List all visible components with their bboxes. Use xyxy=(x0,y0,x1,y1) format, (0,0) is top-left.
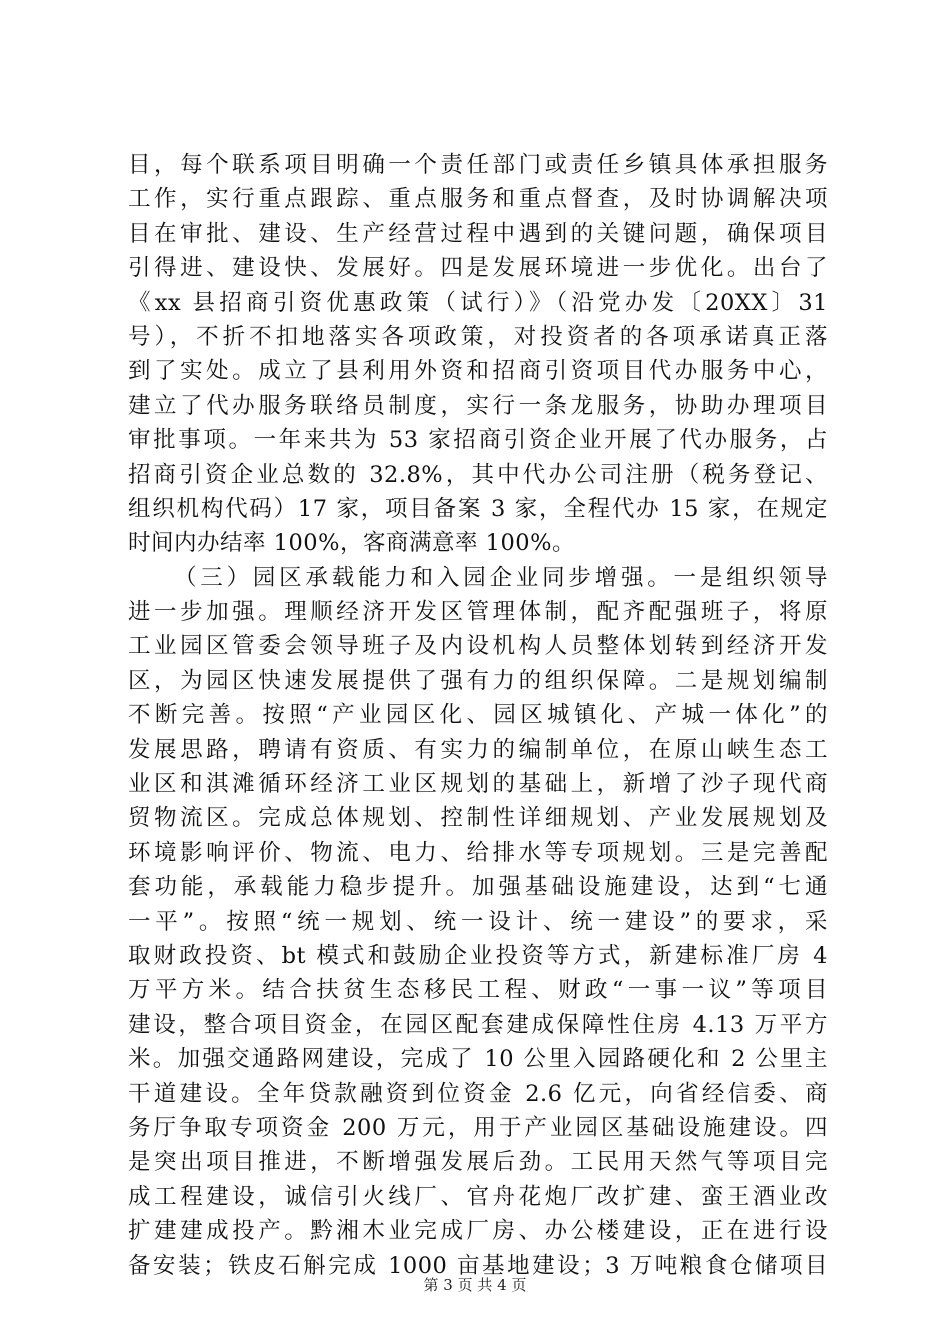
text-line: 工作，实行重点跟踪、重点服务和重点督查，及时协调解决项 xyxy=(128,186,828,213)
text-line: 贸物流区。完成总体规划、控制性详细规划、产业发展规划及 xyxy=(128,805,828,832)
text-line: 建立了代办服务联络员制度，实行一条龙服务，协助办理项目 xyxy=(128,392,828,419)
text-line: 《xx 县招商引资优惠政策（试行）》（沿党办发〔20XX〕31 xyxy=(128,289,828,316)
text-line: 干道建设。全年贷款融资到位资金 2.6 亿元，向省经信委、商 xyxy=(128,1080,828,1107)
text-line: 引得进、建设快、发展好。四是发展环境进一步优化。出台了 xyxy=(128,255,828,282)
text-line: 发展思路，聘请有资质、有实力的编制单位，在原山峡生态工 xyxy=(128,736,828,763)
section-heading-line: （三）园区承载能力和入园企业同步增强。一是组织领导 xyxy=(174,564,828,591)
text-line: 取财政投资、bt 模式和鼓励企业投资等方式，新建标准厂房 4 xyxy=(128,942,828,969)
text-line: 建设，整合项目资金，在园区配套建成保障性住房 4.13 万平方 xyxy=(128,1011,828,1038)
text-line: 一平”。按照“统一规划、统一设计、统一建设”的要求，采 xyxy=(128,908,828,935)
paragraph-end-line: 时间内办结率 100%，客商满意率 100%。 xyxy=(128,530,575,557)
text-line: 区，为园区快速发展提供了强有力的组织保障。二是规划编制 xyxy=(128,667,828,694)
text-line: 工业园区管委会领导班子及内设机构人员整体划转到经济开发 xyxy=(128,633,828,660)
text-line: 目在审批、建设、生产经营过程中遇到的关键问题，确保项目 xyxy=(128,220,828,247)
text-line: 不断完善。按照“产业园区化、园区城镇化、产城一体化”的 xyxy=(128,702,828,729)
page-footer: 第 3 页 共 4 页 xyxy=(423,1276,527,1294)
text-line: 万平方米。结合扶贫生态移民工程、财政“一事一议”等项目 xyxy=(128,977,828,1004)
text-line: 套功能，承载能力稳步提升。加强基础设施建设，达到“七通 xyxy=(128,874,828,901)
text-line: 组织机构代码）17 家，项目备案 3 家，全程代办 15 家，在规定 xyxy=(128,495,828,522)
text-line: 进一步加强。理顺经济开发区管理体制，配齐配强班子，将原 xyxy=(128,599,828,626)
text-line: 环境影响评价、物流、电力、给排水等专项规划。三是完善配 xyxy=(128,839,828,866)
text-line: 米。加强交通路网建设，完成了 10 公里入园路硬化和 2 公里主 xyxy=(128,1046,828,1073)
text-line: 目，每个联系项目明确一个责任部门或责任乡镇具体承担服务 xyxy=(128,152,828,178)
text-line: 备安装；铁皮石斛完成 1000 亩基地建设；3 万吨粮食仓储项目 xyxy=(128,1252,828,1279)
text-line: 是突出项目推进，不断增强发展后劲。工民用天然气等项目完 xyxy=(128,1149,828,1176)
text-line: 审批事项。一年来共为 53 家招商引资企业开展了代办服务，占 xyxy=(128,427,828,454)
body-text xyxy=(128,148,828,1283)
text-line: 到了实处。成立了县利用外资和招商引资项目代办服务中心， xyxy=(128,358,828,385)
text-line: 号），不折不扣地落实各项政策，对投资者的各项承诺真正落 xyxy=(128,323,828,350)
text-line: 业区和淇滩循环经济工业区规划的基础上，新增了沙子现代商 xyxy=(128,771,828,798)
text-line: 务厅争取专项资金 200 万元，用于产业园区基础设施建设。四 xyxy=(128,1114,828,1141)
text-line: 成工程建设，诚信引火线厂、官舟花炮厂改扩建、蛮王酒业改 xyxy=(128,1183,828,1210)
text-line: 扩建建成投产。黔湘木业完成厂房、办公楼建设，正在进行设 xyxy=(128,1218,828,1245)
text-line: 招商引资企业总数的 32.8%，其中代办公司注册（税务登记、 xyxy=(128,461,828,488)
